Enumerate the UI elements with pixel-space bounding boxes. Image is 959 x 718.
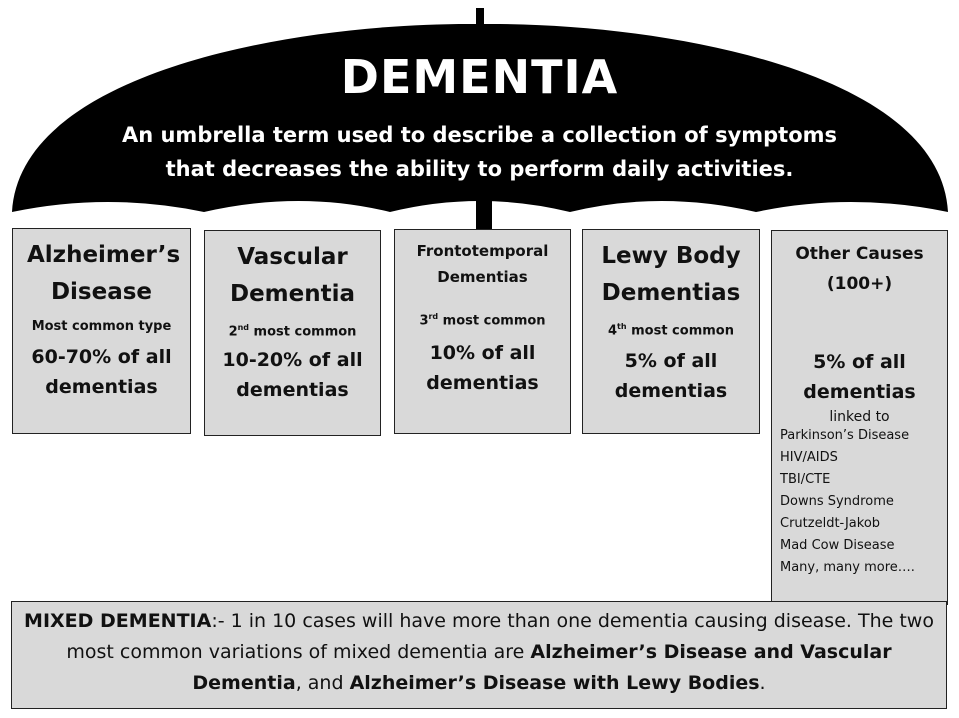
box-name: Frontotemporal Dementias — [416, 242, 549, 286]
box-rank: 3rd most common — [419, 312, 546, 329]
page-title: DEMENTIA — [340, 50, 619, 104]
box-name: Vascular Dementia — [229, 244, 356, 307]
list-item: Parkinson’s Disease — [780, 428, 910, 443]
box-name: Lewy Body Dementias — [601, 243, 741, 306]
box-pct-line-1: 10-20% of all — [222, 349, 363, 372]
list-item: Many, many more…. — [780, 560, 915, 575]
mixed-text-2: , and — [295, 672, 350, 694]
box-frontotemporal — [394, 229, 571, 434]
subtitle-line-1: An umbrella term used to describe a collection of symptoms — [121, 123, 838, 147]
mixed-lead: MIXED DEMENTIA — [24, 610, 212, 632]
subtitle — [60, 118, 899, 186]
box-pct-line-2: dementias — [803, 381, 916, 403]
box-pct-line-2: dementias — [236, 379, 349, 402]
box-lewy-body — [582, 229, 760, 434]
list-item: HIV/AIDS — [780, 450, 838, 465]
box-pct-line-1: 10% of all — [429, 342, 536, 365]
box-name: Alzheimer’s Disease — [27, 242, 181, 305]
box-pct-line-1: 5% of all — [624, 350, 718, 373]
box-rank: Most common type — [31, 319, 172, 334]
box-pct-line-1: 5% of all — [813, 351, 906, 373]
mixed-bold-2: Alzheimer’s Disease with Lewy Bodies — [349, 672, 760, 694]
box-pct-line-2: dementias — [426, 372, 539, 395]
box-pct-line-1: 60-70% of all — [31, 346, 172, 368]
list-item: Mad Cow Disease — [780, 538, 895, 553]
list-item: TBI/CTE — [780, 472, 831, 487]
box-rank: 2nd most common — [228, 323, 357, 340]
mixed-text-1: :- 1 in 10 cases will have more than one dementia causing disease. The two most common variations of mixed dementia are — [66, 610, 934, 663]
box-name: Other Causes (100+) — [795, 244, 924, 294]
box-other-causes — [771, 230, 948, 605]
list-item: Downs Syndrome — [780, 494, 894, 509]
linked-causes-list — [772, 425, 947, 579]
mixed-bold-1: Alzheimer’s Disease and Vascular Dementia — [192, 641, 892, 694]
mixed-text-3: . — [759, 672, 766, 694]
mixed-dementia-box — [11, 601, 947, 709]
box-vascular — [204, 230, 381, 436]
box-note: linked to — [829, 409, 890, 425]
box-pct-line-2: dementias — [614, 380, 728, 403]
box-alzheimers — [12, 228, 191, 434]
box-pct-line-2: dementias — [45, 376, 158, 398]
list-item: Crutzeldt-Jakob — [780, 516, 881, 531]
box-rank: 4th most common — [608, 322, 734, 339]
subtitle-line-2: that decreases the ability to perform daily activities. — [165, 157, 794, 181]
